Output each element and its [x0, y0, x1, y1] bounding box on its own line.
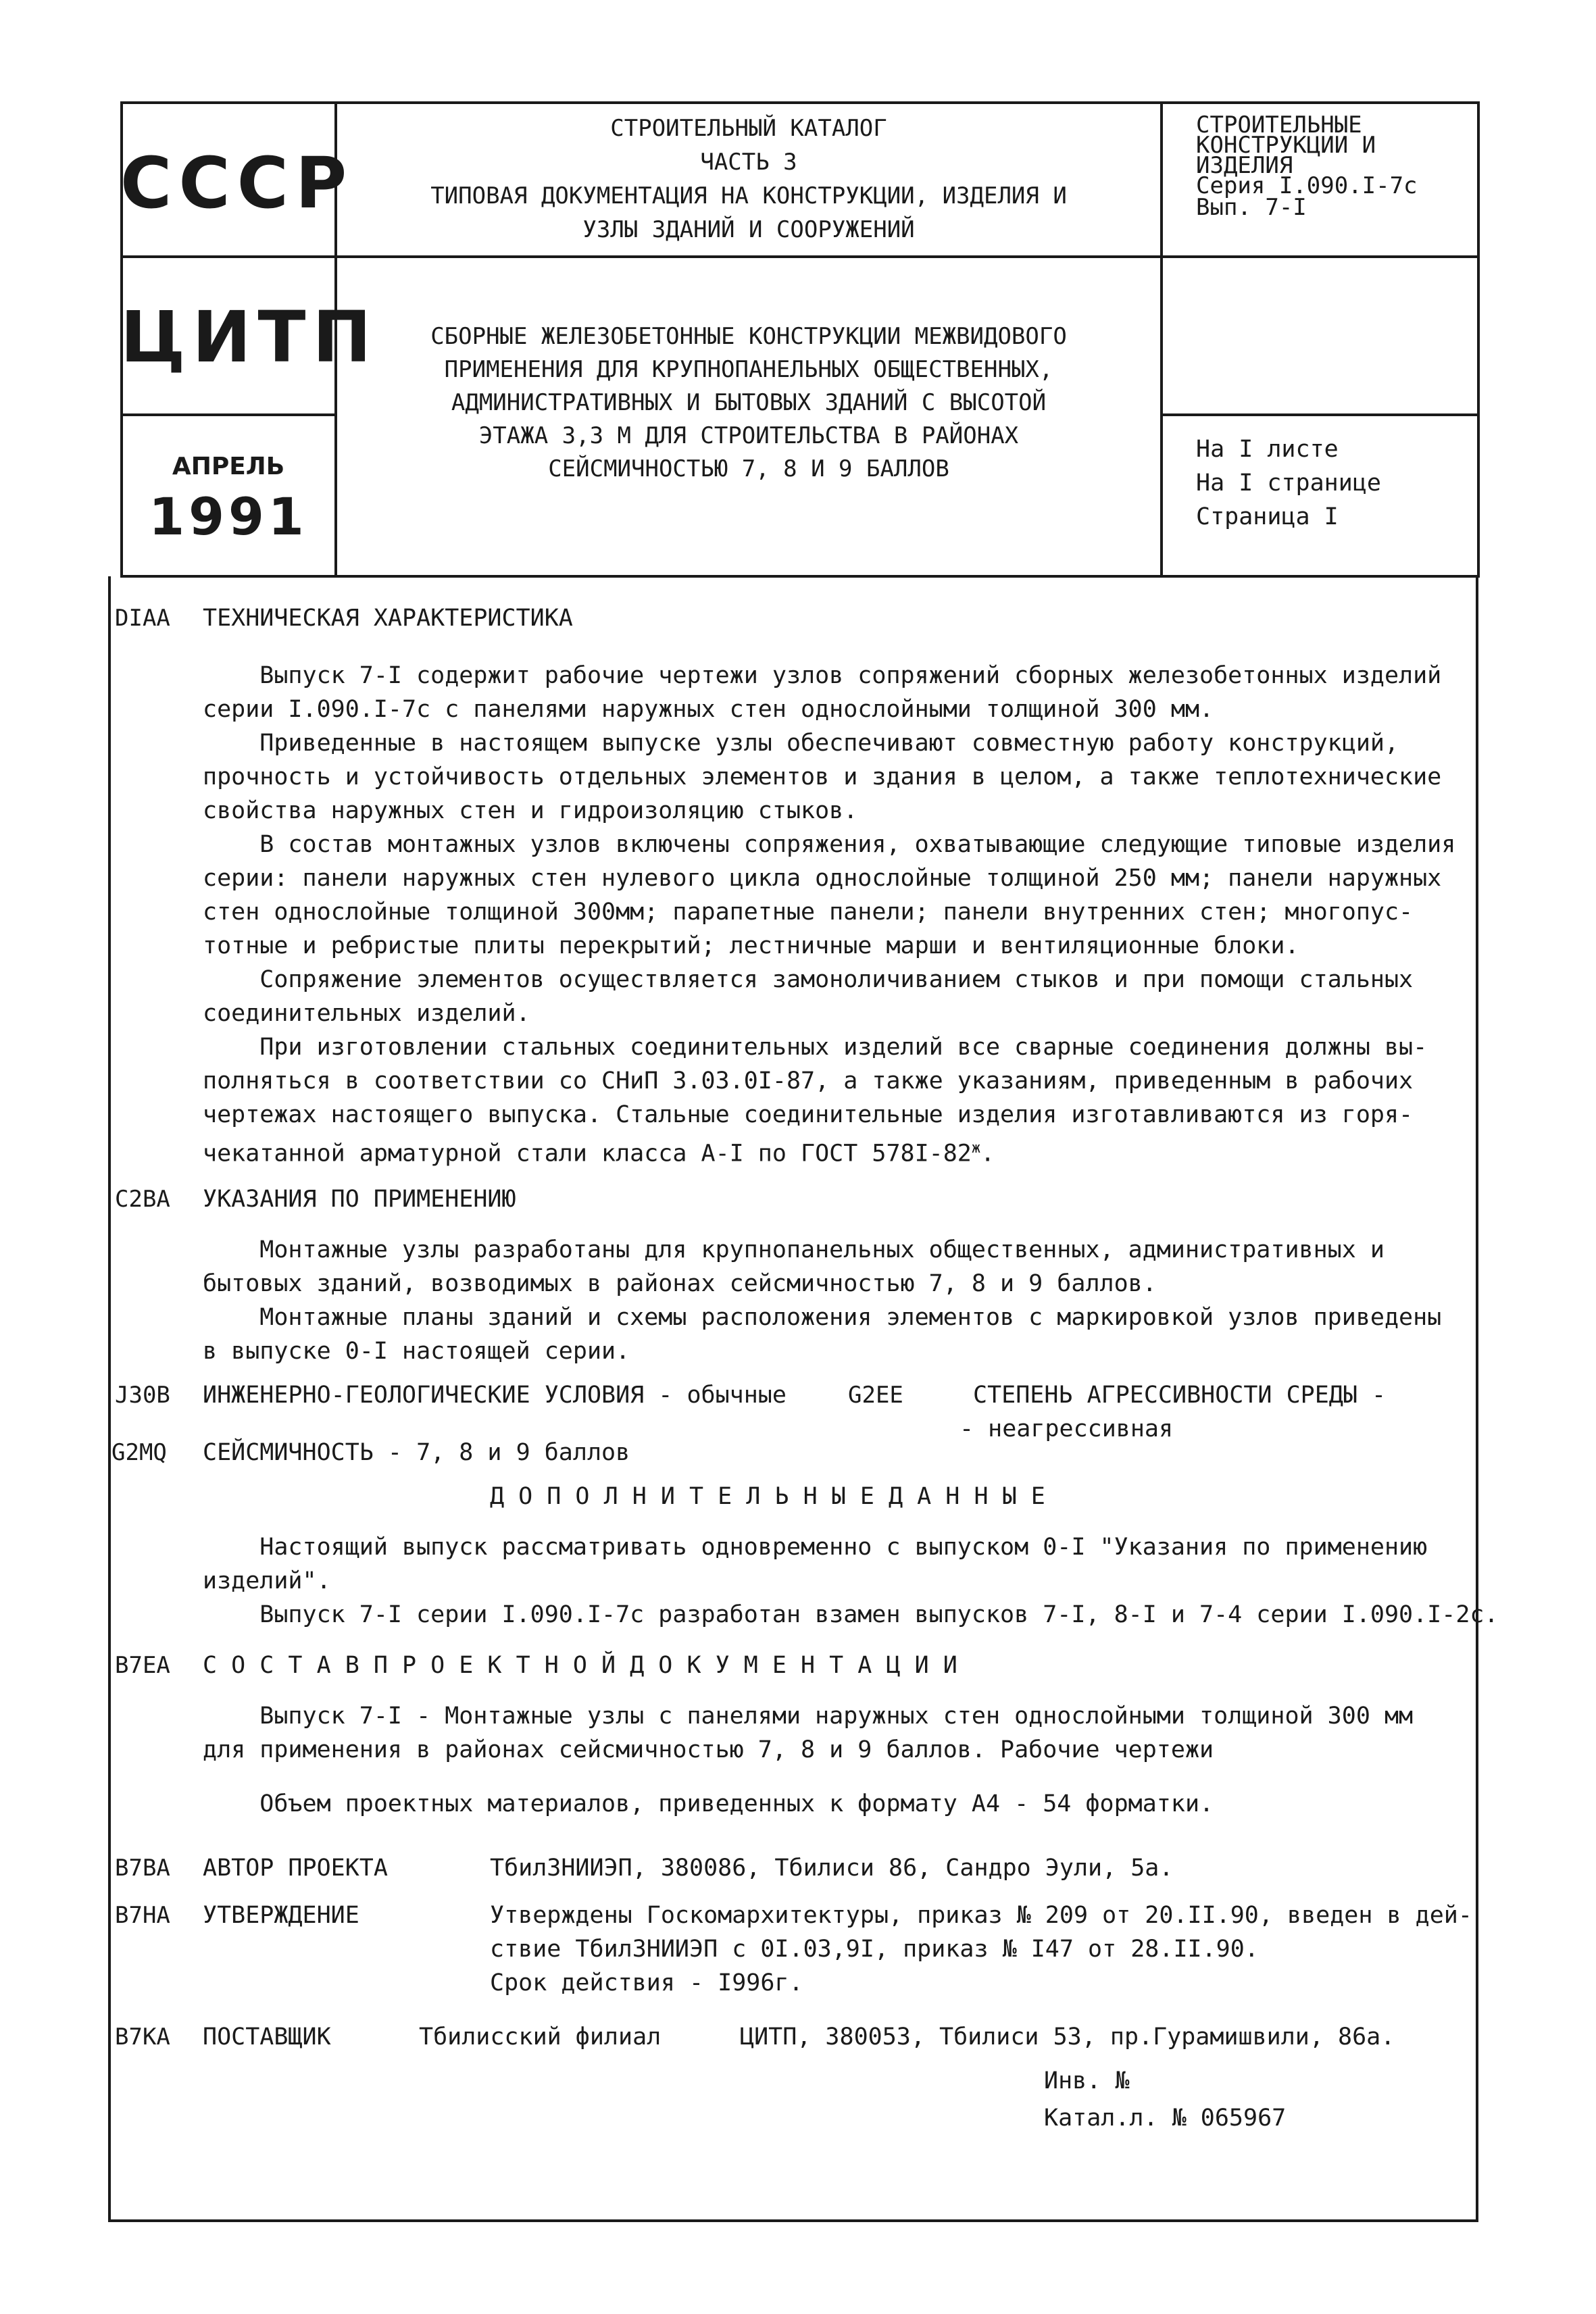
supplier-label: ПОСТАВЩИК [203, 2023, 331, 2051]
section-heading: С О С Т А В П Р О Е К Т Н О Й Д О К У М Е Н Т А Ц И И [203, 1652, 957, 1679]
series-line: Серия I.090.I-7с [1196, 172, 1418, 199]
title-line: ЭТАЖА 3,3 М ДЛЯ СТРОИТЕЛЬСТВА В РАЙОНАХ [478, 422, 1019, 449]
section-code: B7EA [115, 1652, 170, 1679]
catalog-line: УЗЛЫ ЗДАНИЙ И СООРУЖЕНИЙ [582, 216, 915, 243]
text-line: Объем проектных материалов, приведенных к формату А4 - 54 форматки. [203, 1790, 1214, 1817]
text-line: Сопряжение элементов осуществляется замоноличиванием стыков и при помощи стальных [203, 966, 1414, 993]
section-code: J30B [115, 1382, 170, 1409]
title-line: АДМИНИСТРАТИВНЫХ И БЫТОВЫХ ЗДАНИЙ С ВЫСОТОЙ [451, 389, 1047, 416]
catalog-sheet-number: Катал.л. № 065967 [1044, 2105, 1287, 2132]
org-ussr: СССР [120, 142, 354, 224]
superscript-mark: ж [971, 1140, 981, 1157]
issue-year: 1991 [149, 486, 308, 547]
section-heading: ТЕХНИЧЕСКАЯ ХАРАКТЕРИСТИКА [203, 605, 573, 632]
author-label: АВТОР ПРОЕКТА [203, 1855, 388, 1882]
title-line: СЕЙСМИЧНОСТЬЮ 7, 8 И 9 БАЛЛОВ [548, 455, 949, 482]
text-line: Срок действия - I996г. [490, 1969, 803, 1996]
approval-label: УТВЕРЖДЕНИЕ [203, 1902, 359, 1929]
text-line: Приведенные в настоящем выпуске узлы обеспечивают совместную работу конструкций, [203, 730, 1399, 757]
text-line: чертежах настоящего выпуска. Стальные соединительные изделия изготавливаются из горя- [203, 1101, 1414, 1128]
section-code: B7KA [115, 2023, 170, 2051]
text-line: для применения в районах сейсмичностью 7, 8 и 9 баллов. Рабочие чертежи [203, 1736, 1214, 1763]
catalog-line: СТРОИТЕЛЬНЫЙ КАТАЛОГ [610, 115, 887, 142]
text-line: полняться в соответствии со СНиП 3.03.0I-87, а также указаниям, приведенным в рабочих [203, 1067, 1414, 1095]
text-line: чекатанной арматурной стали класса А-I по ГОСТ 578I-82 [203, 1140, 972, 1167]
catalog-line: ЧАСТЬ 3 [700, 149, 797, 176]
aggressiveness: СТЕПЕНЬ АГРЕССИВНОСТИ СРЕДЫ - [973, 1382, 1387, 1409]
text-line: соединительных изделий. [203, 1000, 530, 1027]
series-line: СТРОИТЕЛЬНЫЕ [1196, 111, 1362, 139]
section-code: B7BA [115, 1855, 170, 1882]
text-line: Выпуск 7-I - Монтажные узлы с панелями наружных стен однослойными толщиной 300 мм [203, 1703, 1414, 1730]
series-line: КОНСТРУКЦИИ И [1196, 132, 1376, 159]
text-line: В состав монтажных узлов включены сопряжения, охватывающие следующие типовые изделия [203, 831, 1456, 858]
text-line-tail: . [980, 1140, 995, 1167]
title-line: ПРИМЕНЕНИЯ ДЛЯ КРУПНОПАНЕЛЬНЫХ ОБЩЕСТВЕННЫХ, [444, 356, 1053, 383]
geology-conditions: ИНЖЕНЕРНО-ГЕОЛОГИЧЕСКИЕ УСЛОВИЯ - обычные [203, 1382, 787, 1409]
inventory-number: Инв. № [1044, 2067, 1130, 2094]
text-line: изделий". [203, 1567, 331, 1594]
supplier-branch: Тбилисский филиал [419, 2023, 662, 2051]
text-line-last [203, 1132, 995, 1171]
org-citp: ЦИТП [120, 296, 378, 378]
sheet-line: На I листе [1196, 436, 1339, 463]
issue-month: АПРЕЛЬ [172, 453, 285, 480]
aggressiveness-value: - неагрессивная [959, 1415, 1174, 1442]
text-line: в выпуске 0-I настоящей серии. [203, 1338, 630, 1365]
text-line: Настоящий выпуск рассматривать одновременно с выпуском 0-I "Указания по применению [203, 1534, 1428, 1561]
section-code: G2MQ [111, 1439, 167, 1466]
text-line: стен однослойные толщиной 300мм; парапетные панели; панели внутренних стен; многопус- [203, 899, 1414, 926]
text-line: ствие ТбилЗНИИЭП с 0I.03,9I, приказ № I47 от 28.II.90. [490, 1936, 1259, 1963]
series-line: ИЗДЕЛИЯ [1196, 152, 1293, 179]
author-value: ТбилЗНИИЭП, 380086, Тбилиси 86, Сандро Эули, 5а. [490, 1855, 1174, 1882]
section-code: G2EE [848, 1382, 903, 1409]
text-line: прочность и устойчивость отдельных элементов и здания в целом, а также теплотехнические [203, 763, 1442, 790]
series-line: Вып. 7-I [1196, 194, 1307, 221]
supplier-address: ЦИТП, 380053, Тбилиси 53, пр.Гурамишвили, 86а. [740, 2023, 1395, 2051]
header-row-divider-2-left [120, 413, 336, 416]
text-line: Монтажные планы зданий и схемы расположения элементов с маркировкой узлов приведены [203, 1304, 1442, 1331]
header-divider-right [1160, 101, 1163, 578]
section-code: C2BA [115, 1186, 170, 1213]
section-code: B7HA [115, 1902, 170, 1929]
text-line: Выпуск 7-I содержит рабочие чертежи узлов сопряжений сборных железобетонных изделий [203, 662, 1442, 689]
section-code: DIAA [115, 605, 170, 632]
text-line: свойства наружных стен и гидроизоляцию стыков. [203, 797, 858, 824]
seismicity: СЕЙСМИЧНОСТЬ - 7, 8 и 9 баллов [203, 1439, 630, 1466]
sheet-line: Страница I [1196, 503, 1339, 530]
text-line: Выпуск 7-I серии I.090.I-7с разработан взамен выпусков 7-I, 8-I и 7-4 серии I.090.I-2с. [203, 1601, 1499, 1628]
sheet-line: На I странице [1196, 470, 1381, 497]
text-line: Монтажные узлы разработаны для крупнопанельных общественных, административных и [203, 1236, 1385, 1263]
section-heading: Д О П О Л Н И Т Е Л Ь Н Ы Е Д А Н Н Ы Е [490, 1483, 1045, 1510]
text-line: тотные и ребристые плиты перекрытий; лестничные марши и вентиляционные блоки. [203, 932, 1299, 959]
text-line: Утверждены Госкомархитектуры, приказ № 209 от 20.II.90, введен в дей- [490, 1902, 1472, 1929]
header-row-divider-1 [120, 255, 1480, 258]
title-line: СБОРНЫЕ ЖЕЛЕЗОБЕТОННЫЕ КОНСТРУКЦИИ МЕЖВИДОВОГО [430, 323, 1067, 350]
text-line: серии: панели наружных стен нулевого цикла однослойные толщиной 250 мм; панели наружных [203, 865, 1442, 892]
section-heading: УКАЗАНИЯ ПО ПРИМЕНЕНИЮ [203, 1186, 516, 1213]
text-line: При изготовлении стальных соединительных изделий все сварные соединения должны вы- [203, 1034, 1428, 1061]
text-line: серии I.090.I-7с с панелями наружных стен однослойными толщиной 300 мм. [203, 696, 1214, 723]
header-row-divider-2-right [1160, 413, 1480, 416]
catalog-line: ТИПОВАЯ ДОКУМЕНТАЦИЯ НА КОНСТРУКЦИИ, ИЗДЕЛИЯ И [430, 182, 1067, 209]
text-line: бытовых зданий, возводимых в районах сейсмичностью 7, 8 и 9 баллов. [203, 1270, 1157, 1297]
